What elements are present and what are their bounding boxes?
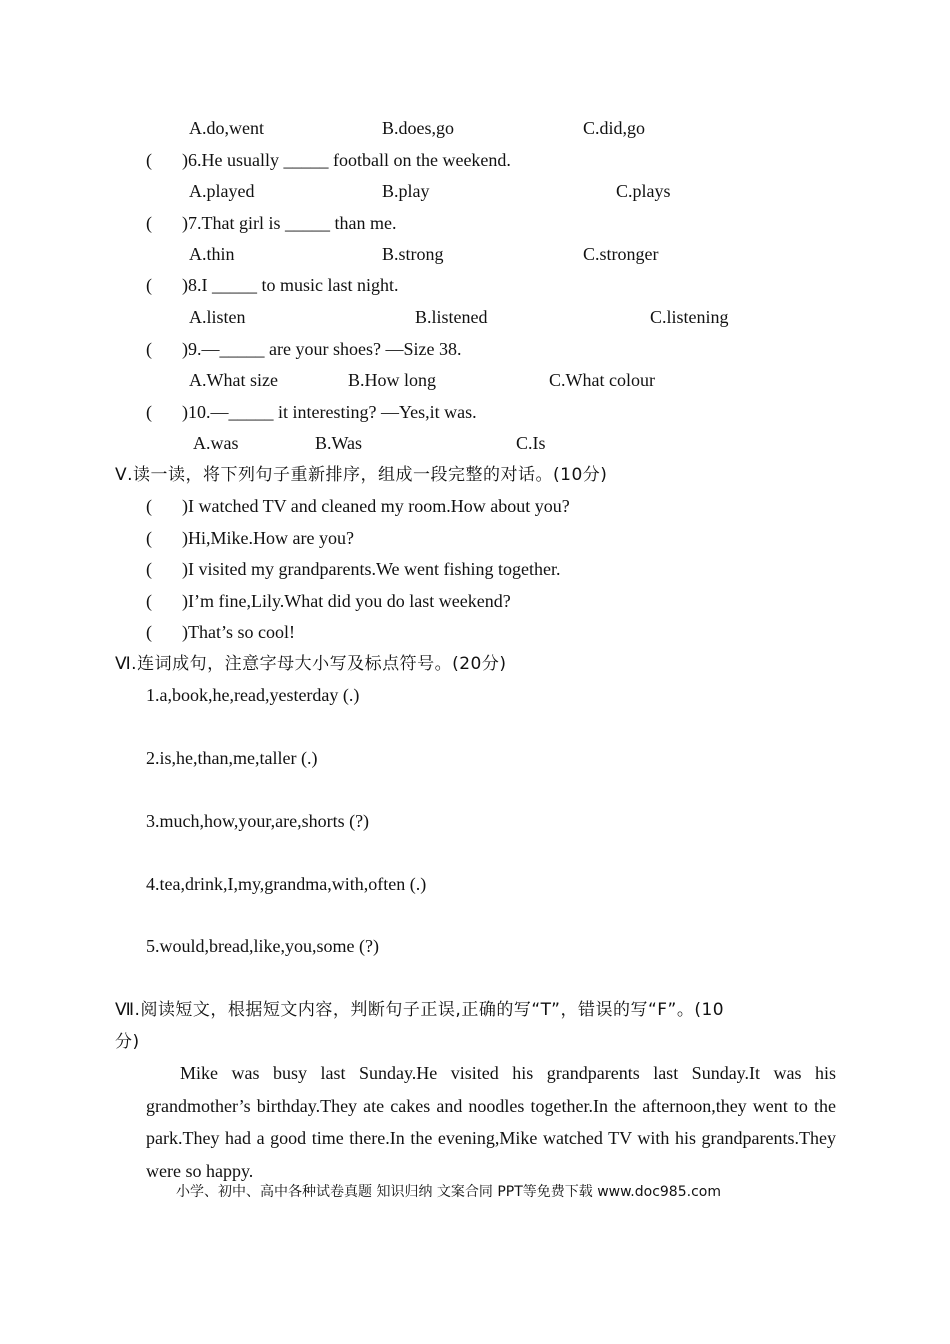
q6-option-c: C.plays (616, 181, 671, 201)
section-7-heading: Ⅶ.阅读短文，根据短文内容，判断句子正误,正确的写“T”，错误的写“F”。(10 (115, 1000, 725, 1020)
s6-item-3: 3.much,how,your,are,shorts (?) (146, 811, 370, 831)
q7-paren: ( (146, 213, 152, 233)
s5-item-3-text: )I visited my grandparents.We went fishing together. (182, 559, 561, 579)
q7-option-c: C.stronger (583, 244, 659, 264)
q10-option-a: A.was (193, 433, 239, 453)
s6-item-4: 4.tea,drink,I,my,grandma,with,often (.) (146, 874, 427, 894)
s5-item-1-text: )I watched TV and cleaned my room.How about you? (182, 496, 570, 516)
q9-option-b: B.How long (348, 370, 437, 390)
s6-item-5: 5.would,bread,like,you,some (?) (146, 936, 379, 956)
q8-text: )8.I _____ to music last night. (182, 275, 399, 295)
s6-item-1: 1.a,book,he,read,yesterday (.) (146, 685, 360, 705)
q8-option-a: A.listen (189, 307, 246, 327)
q9-option-c: C.What colour (549, 370, 655, 390)
q8-paren: ( (146, 275, 152, 295)
q9-option-a: A.What size (189, 370, 278, 390)
s5-item-2-text: )Hi,Mike.How are you? (182, 528, 354, 548)
q10-text: )10.—_____ it interesting? —Yes,it was. (182, 402, 477, 422)
s6-item-2: 2.is,he,than,me,taller (.) (146, 748, 318, 768)
s5-item-4-paren: ( (146, 591, 152, 611)
section-5-heading: Ⅴ.读一读，将下列句子重新排序，组成一段完整的对话。(10分) (115, 465, 608, 485)
s5-item-3-paren: ( (146, 559, 152, 579)
s5-item-5-text: )That’s so cool! (182, 622, 295, 642)
s5-item-1-paren: ( (146, 496, 152, 516)
section-7-heading-cont: 分) (115, 1032, 140, 1052)
q6-text: )6.He usually _____ football on the weekend. (182, 150, 511, 170)
q7-option-a: A.thin (189, 244, 235, 264)
q6-paren: ( (146, 150, 152, 170)
q10-option-b: B.Was (315, 433, 363, 453)
q10-paren: ( (146, 402, 152, 422)
section-6-heading: Ⅵ.连词成句，注意字母大小写及标点符号。(20分) (115, 654, 507, 674)
q9-paren: ( (146, 339, 152, 359)
q7-option-b: B.strong (382, 244, 444, 264)
q5-option-c: C.did,go (583, 118, 646, 138)
s5-item-5-paren: ( (146, 622, 152, 642)
s5-item-4-text: )I’m fine,Lily.What did you do last weekend? (182, 591, 511, 611)
q6-option-b: B.play (382, 181, 430, 201)
q6-option-a: A.played (189, 181, 255, 201)
q9-text: )9.—_____ are your shoes? —Size 38. (182, 339, 462, 359)
reading-passage: Mike was busy last Sunday.He visited his grandparents last Sunday.It was his grandmother’s birthday.They ate cakes and noodles together.In the afternoon,they went to the park.They had a good time there.In the evening,Mike watched TV with his grandparents.They were so happy. (146, 1063, 836, 1181)
q8-option-b: B.listened (415, 307, 488, 327)
s5-item-2-paren: ( (146, 528, 152, 548)
q10-option-c: C.Is (516, 433, 546, 453)
page-footer: 小学、初中、高中各种试卷真题 知识归纳 文案合同 PPT等免费下载 www.doc985.com (176, 1184, 721, 1200)
q5-option-b: B.does,go (382, 118, 454, 138)
q7-text: )7.That girl is _____ than me. (182, 213, 397, 233)
q5-option-a: A.do,went (189, 118, 264, 138)
q8-option-c: C.listening (650, 307, 729, 327)
